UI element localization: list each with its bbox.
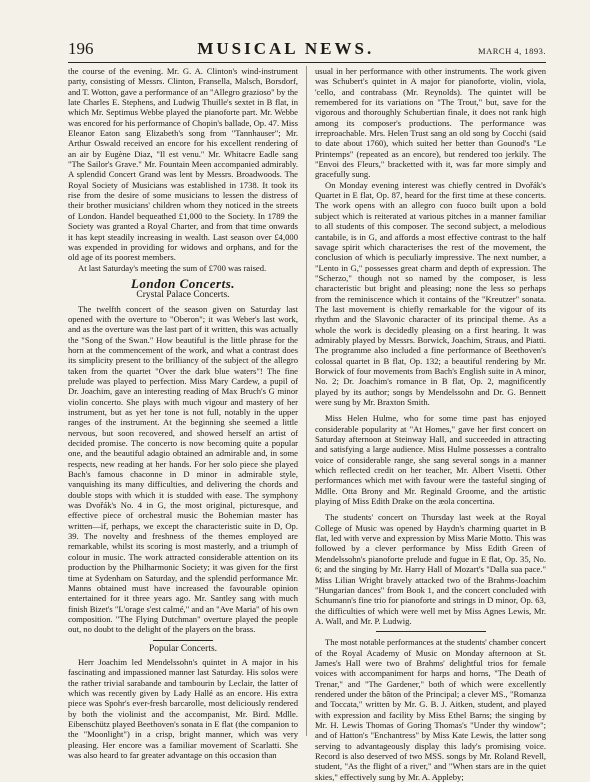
left-column [68, 66, 298, 760]
popular-concerts-heading: Popular Concerts. [148, 643, 218, 654]
section-rule [153, 640, 213, 641]
issue-date: MARCH 4, 1893. [478, 46, 546, 56]
page-number: 196 [68, 39, 94, 58]
paragraph-society-concert: the course of the evening. Mr. G. A. Clinton's wind-instrument party, consisting of Messrs. Clinton, Fransella, Malsch, Borsdorf, and T. Wotton, gave a performance of an "Allegro grazioso" by the late Charles E. Stephens, and Ludwig Thuille's sextet in B flat, in which Mr. Septimus Webbe played the pianoforte part. Mr. Webbe was encored for his performance of Chopin's ballade, Op. 47. Miss Eleanor Eaton sang Elizabeth's song from "Tannhauser"; Mr. Arthur Oswald received an encore for his excellent rendering of an air by Eugène Diaz, "Il est venu." Mr. Whitacre Eadle sang "The Sailor's Grave." Mr. Fountain Meen accompanied admirably. A splendid Concert Grand was lent by Messrs. Broadwoods. The Royal Society of Musicians was established in 1738. It took its rise from the desire of some musicians to lessen the distress of their brother musicians' children whom they noticed in the streets of London. Handel bequeathed £1,000 to the Society. In 1789 the Society was granted a Royal Charter, and from that time onwards it has kept steadily increasing in wealth. Last season over £4,000 was expended in providing for widows and orphans, and for the old age of its poorest members. [68, 66, 298, 263]
paragraph-royal-academy: The most notable performances at the students' chamber concert of the Royal Academy of Music on Monday afternoon at St. James's Hall were two of Brahms' delightful trios for female voices with accompaniment for harps and horns, "The Death of Trenar," and "The Gardener," both of which were excellently rendered under the bâton of the Principal; a clever MS., "Romanza and Toccata," written by Mr. G. B. J. Aitken, student, and played with expression and facility by Miss Ethel Barns; the singing by Mr. H. Lewis Thomas of Goring Thomas's "Under thy window"; and of Hatton's "Enchantress" by Miss Kate Lewis, the latter song serving to advantageously display this lady's promising voice. Record is also deserved of two MSS. songs by Mr. Roland Revell, student, "As the flight of a river," and "When stars are in the quiet skies," effectively sung by Mr. A. Appleby; [315, 637, 546, 782]
crystal-palace-heading: Crystal Palace Concerts. [136, 290, 230, 301]
paragraph-monday-evening: On Monday evening interest was chiefly centred in Dvořák's Quartet in E flat, Op. 87, heard for the first time at these concerts. The work opens with an allegro con fuoco built upon a bold subject which is reiterated at various pitches in a manner familiar to all students of this composer. The second subject, a melodious cantabile, is in G, and affords a most effective contrast to the half savage spirit which characterises the rest of the movement, the conclusion of which is peculiarly impressive. The next number, a "Lento in G," possesses great charm and depth of expression. The "Scherzo," though not so named by the composer, is less characteristic but bright and pleasing; none the less so perhaps from the reminiscence which it contains of the "Kreutzer" sonata. The last movement is chiefly remarkable for the vigour of its rhythm and the Slavonic character of its principal theme. As a whole the work is decidedly pleasing on a first hearing. It was admirably played by Messrs. Borwick, Joachim, Straus, and Piatti. The programme also included a fine performance of Beethoven's colossal quartet in B flat, Op. 132; a beautiful rendering by Mr. Borwick of four movements from Bach's English suite in A minor, No. 2; Dr. Joachim's romance in B flat, Op. 2, magnificently played by its author; songs by Mendelssohn and Dr. G. Bennett were sung by Mr. Braxton Smith. [315, 179, 546, 407]
right-column [315, 66, 546, 782]
header-rule [68, 62, 546, 63]
paragraph-helen-hulme: Miss Helen Hulme, who for some time past has enjoyed considerable popularity at "At Homes," gave her first concert on Saturday afternoon at Steinway Hall, and succeeded in attracting and satisfying a large audience. Miss Hulme possesses a contralto voice of considerable range, she sang several songs in a manner which reflected credit on her teacher, Mr. Albert Visetti. Other performances which met with favour were the tasteful singing of Mdlle. Otta Brony and Mr. Reginald Groome, and the artistic playing of Miss Edith Drake on the æola concertina. [315, 413, 546, 507]
paragraph-popular-concerts: Herr Joachim led Mendelssohn's quintet in A major in his fascinating and impassioned manner last Saturday. His solos were the rather trivial sarabande and tambourin by Leclair, the latter of which was recently given by Lady Hallé as an encore. His extra piece was Spohr's ever-fresh barcarolle, most deliciously rendered by both the violinist and the accompanist, Mr. Bird. Mdlle. Eibenschütz played Beethoven's sonata in E flat (the companion to the "Moonlight") in a crisp, bright manner, which was very pleasing. Her encore was a familiar movement of Scarlatti. She was also heard to far greater advantage on this occasion than [68, 656, 298, 760]
article-rule [376, 631, 486, 632]
paragraph-crystal-palace: The twelfth concert of the season given on Saturday last opened with the overture to "Oberon"; it was Weber's last work, and as the overture was the last part of it written, this was actually the "Song of the Swan." How beautiful is the little phrase for the horn at the commencement of the work, and what a contrast does its simplicity present to the brilliancy of the subject of the allegro taken from the quartet "Over the dark blue waters"! The fine prelude was played to perfection. Miss Mary Cardew, a pupil of Dr. Joachim, gave an interesting reading of Max Bruch's G minor violin concerto. She plays with much vigour and mastery of her instrument, but as yet her tone is not full, notably in the upper ranges of the instrument. At the beginning she seemed a little nervous, but soon recovered, and showed herself an artist of decided promise. The concerto is now becoming quite a popular one, and the beautiful adagio obtained an admirable and, in some respects, new reading at her hands. For her solo piece she played Bach's famous chaconne in D minor in admirable style, vanquishing its many difficulties, and delivering the chords and double stops with which it is studded with ease. The symphony was Dvořák's No. 4 in G, the most original, picturesque, and effective piece of orchestral music the Bohemian master has written—if, perhaps, we except the characteristic suite in D, Op. 39. The novelty and freshness of the themes employed are remarkable, whilst its scoring is most masterly, and a triumph of colour in music. The work attracted considerable attention on its production by the Philharmonic Society; it was given for the first time at Sydenham on Saturday, and the splendid performance Mr. Manns obtained must have increased the favourable opinion entertained for it three years ago. Mr. Santley sang with much finish Bizet's "L'orage s'est calmé," and an "Ave Maria" of his own composition. "The Flying Dutchman" overture played the people out, no doubt to the delight of the players on the brass. [68, 303, 298, 635]
page-header [68, 39, 546, 61]
paragraph-continuation: usual in her performance with other instruments. The work given was Schubert's quintet in A major for pianoforte, violin, viola, 'cello, and contrabass (Mr. Reynolds). The quintet will be remembered for its variations on "The Trout," but, save for the vigorous and thoroughly Schubertian finale, it does not rank high among its composer's productions. The performance was irreproachable. Mrs. Helen Trust sang an old song by Cocchi (said to date about 1760), which suited her better than Gounod's "Le Printemps" (repeated as an encore), but rendered too jerkily. The "Envoi des Fleurs," bracketted with it, was far more simply and gracefully sung. [315, 66, 546, 180]
column-divider [306, 66, 307, 736]
publication-title: MUSICAL NEWS. [197, 39, 375, 58]
paragraph-students-concert: The students' concert on Thursday last week at the Royal College of Music was opened by Haydn's charming quartet in B flat, led with verve and expression by Miss Marie Motto. This was followed by a clever performance by Miss Edith Green of Mendelssohn's pianoforte prelude and fugue in E flat, Op. 35, No. 6; and the singing by Mr. Harry Hall of Mozart's "Dalla sua pace." Miss Lilian Wright bravely attacked two of the Brahms-Joachim "Hungarian dances" from Book 1, and the concert concluded with Schumann's fine trio for pianoforte and strings in D minor, Op. 63, the difficulties of which were well met by Miss Agnes Lewis, Mr. A. Wall, and Mr. P. Ludwig. [315, 512, 546, 626]
section-title: London Concerts. [130, 275, 236, 291]
paragraph-meeting-sum: At last Saturday's meeting the sum of £700 was raised. [78, 262, 267, 273]
